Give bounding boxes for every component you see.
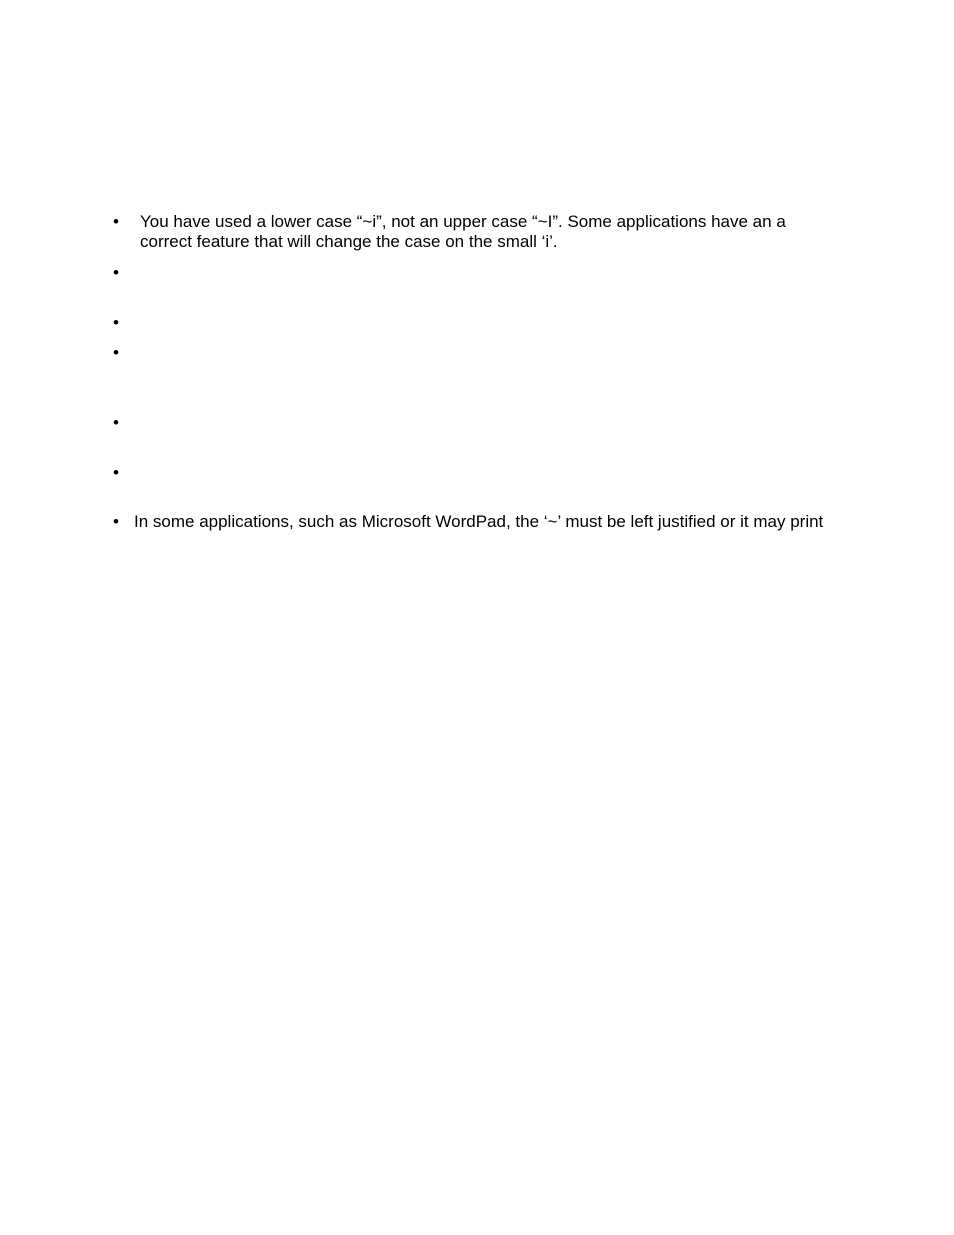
bullet-marker: • (113, 313, 119, 332)
bullet-marker: • (113, 343, 119, 362)
bullet-item-1-line-2: correct feature that will change the case on the small ‘i’. (140, 232, 558, 251)
bullet-marker: • (113, 263, 119, 282)
bullet-item-1-line-1: You have used a lower case “~i”, not an upper case “~I”. Some applications have an a (140, 212, 786, 231)
bullet-marker: • (113, 212, 119, 231)
bullet-marker: • (113, 512, 119, 531)
bullet-marker: • (113, 413, 119, 432)
bullet-marker: • (113, 463, 119, 482)
bullet-item-7-line-1: In some applications, such as Microsoft WordPad, the ‘~’ must be left justified or it may print (134, 512, 824, 531)
